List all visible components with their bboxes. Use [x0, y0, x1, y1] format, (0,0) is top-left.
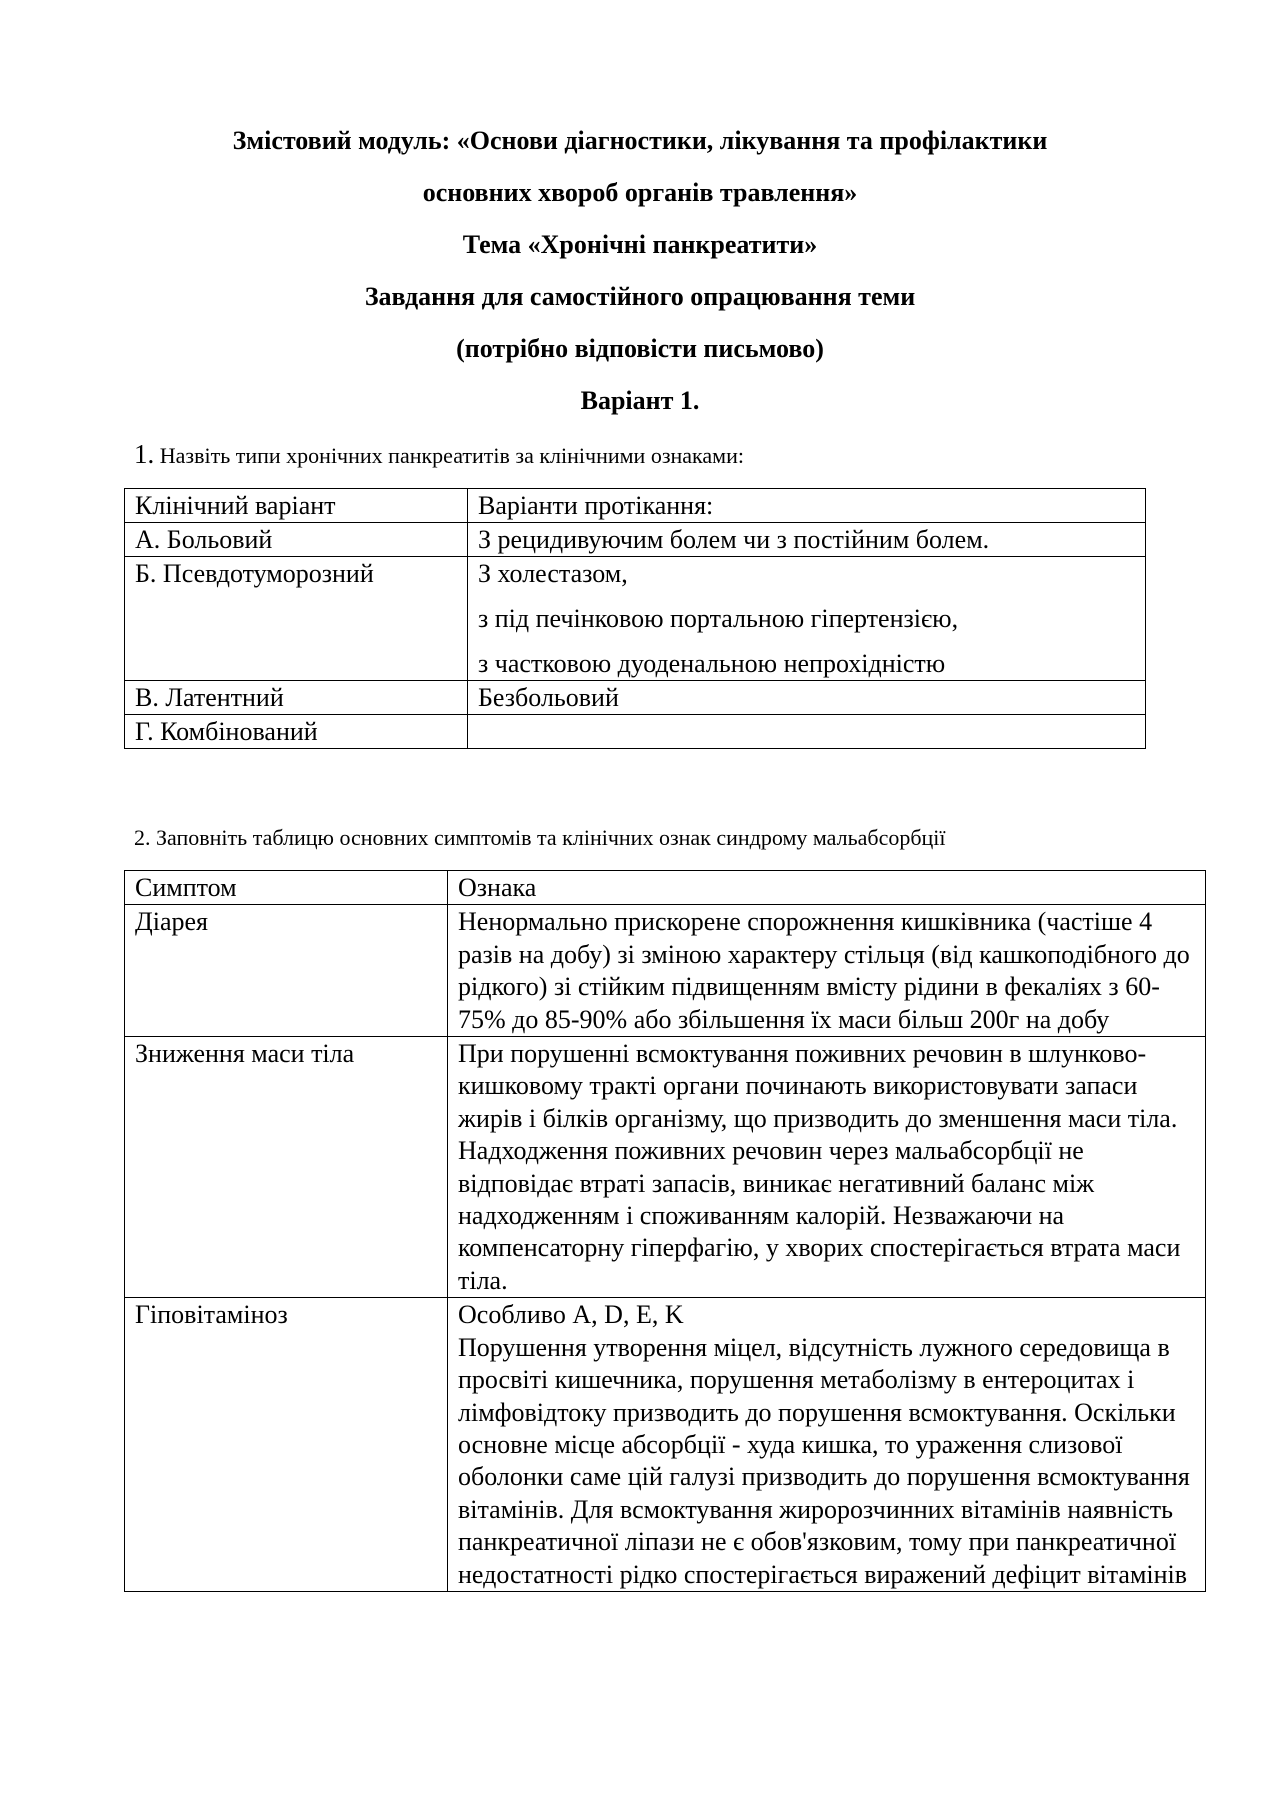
variant-cell: В. Латентний	[125, 681, 468, 715]
table-row	[125, 1298, 1206, 1592]
module-title-line-1: Змістовий модуль: «Основи діагностики, лікування та профілактики	[232, 126, 1048, 155]
table-row	[125, 905, 1206, 1037]
sign-line: Особливо A, D, E, K	[458, 1300, 684, 1330]
topic-title: Тема «Хронічні панкреатити»	[462, 230, 818, 259]
variant-cell: Б. Псевдотуморозний	[125, 557, 468, 681]
variant-title: Варіант 1.	[580, 386, 700, 415]
question-1-number: 1.	[134, 439, 155, 469]
assignment-title: Завдання для самостійного опрацювання теми	[364, 282, 916, 311]
symptom-cell: Гіповітаміноз	[125, 1298, 448, 1592]
course-line: З холестазом,	[478, 559, 628, 588]
course-cell: Безбольовий	[468, 681, 1146, 715]
course-cell	[468, 715, 1146, 749]
sign-cell	[448, 1298, 1206, 1592]
question-2-text: 2. Заповніть таблицю основних симптомів та клінічних ознак синдрому мальабсорбції	[134, 825, 946, 850]
header-cell: Симптом	[125, 871, 448, 905]
malabsorption-symptoms-table	[124, 870, 1206, 1592]
course-line: з під печінковою портальною гіпертензією,	[478, 604, 959, 633]
sign-cell: При порушенні всмоктування поживних речовин в шлунково-кишковому тракті органи починають використовувати запаси жирів і білків організму, що призводить до зменшення маси тіла. Надходження поживних речовин через мальабсорбції не відповідає втраті запасів, виникає негативний баланс між надходженням і споживанням калорій. Незважаючи на компенсаторну гіперфагію, у хворих спостерігається втрата маси тіла.	[448, 1037, 1206, 1298]
header-cell: Ознака	[448, 871, 1206, 905]
table-row	[125, 523, 1146, 557]
table-row	[125, 557, 1146, 681]
sign-line: Порушення утворення міцел, відсутність лужного середовища в просвіті кишечника, порушення метаболізму в ентероцитах і лімфовідтоку призводить до порушення всмоктування. Оскільки основне місце абсорбції - худа кишка, то ураження слизової оболонки саме цій галузі призводить до порушення всмоктування вітамінів. Для всмоктування жиророзчинних вітамінів наявність панкреатичної ліпази не є обов'язковим, тому при панкреатичної недостатності рідко спостерігається виражений дефіцит вітамінів	[458, 1332, 1190, 1589]
header-cell: Варіанти протікання:	[468, 489, 1146, 523]
table-header-row	[125, 871, 1206, 905]
symptom-cell: Зниження маси тіла	[125, 1037, 448, 1298]
symptom-cell: Діарея	[125, 905, 448, 1037]
table-row	[125, 1037, 1206, 1298]
module-title-line-2: основних хвороб органів травлення»	[422, 178, 858, 207]
question-1-text: Назвіть типи хронічних панкреатитів за клінічними ознаками:	[159, 443, 744, 468]
course-line: з частковою дуоденальною непрохідністю	[478, 649, 946, 678]
assignment-note: (потрібно відповісти письмово)	[456, 334, 824, 363]
header-cell: Клінічний варіант	[125, 489, 468, 523]
question-1	[134, 440, 744, 470]
course-cell	[468, 557, 1146, 681]
course-cell: З рецидивуючим болем чи з постійним болем.	[468, 523, 1146, 557]
variant-cell: Г. Комбінований	[125, 715, 468, 749]
table-row	[125, 681, 1146, 715]
pancreatitis-types-table	[124, 488, 1146, 749]
table-row	[125, 715, 1146, 749]
table-header-row	[125, 489, 1146, 523]
variant-cell: А. Больовий	[125, 523, 468, 557]
sign-cell: Ненормально прискорене спорожнення кишківника (частіше 4 разів на добу) зі зміною характеру стільця (від кашкоподібного до рідкого) зі стійким підвищенням вмісту рідини в фекаліях з 60-75% до 85-90% або збільшення їх маси більш 200г на добу	[448, 905, 1206, 1037]
